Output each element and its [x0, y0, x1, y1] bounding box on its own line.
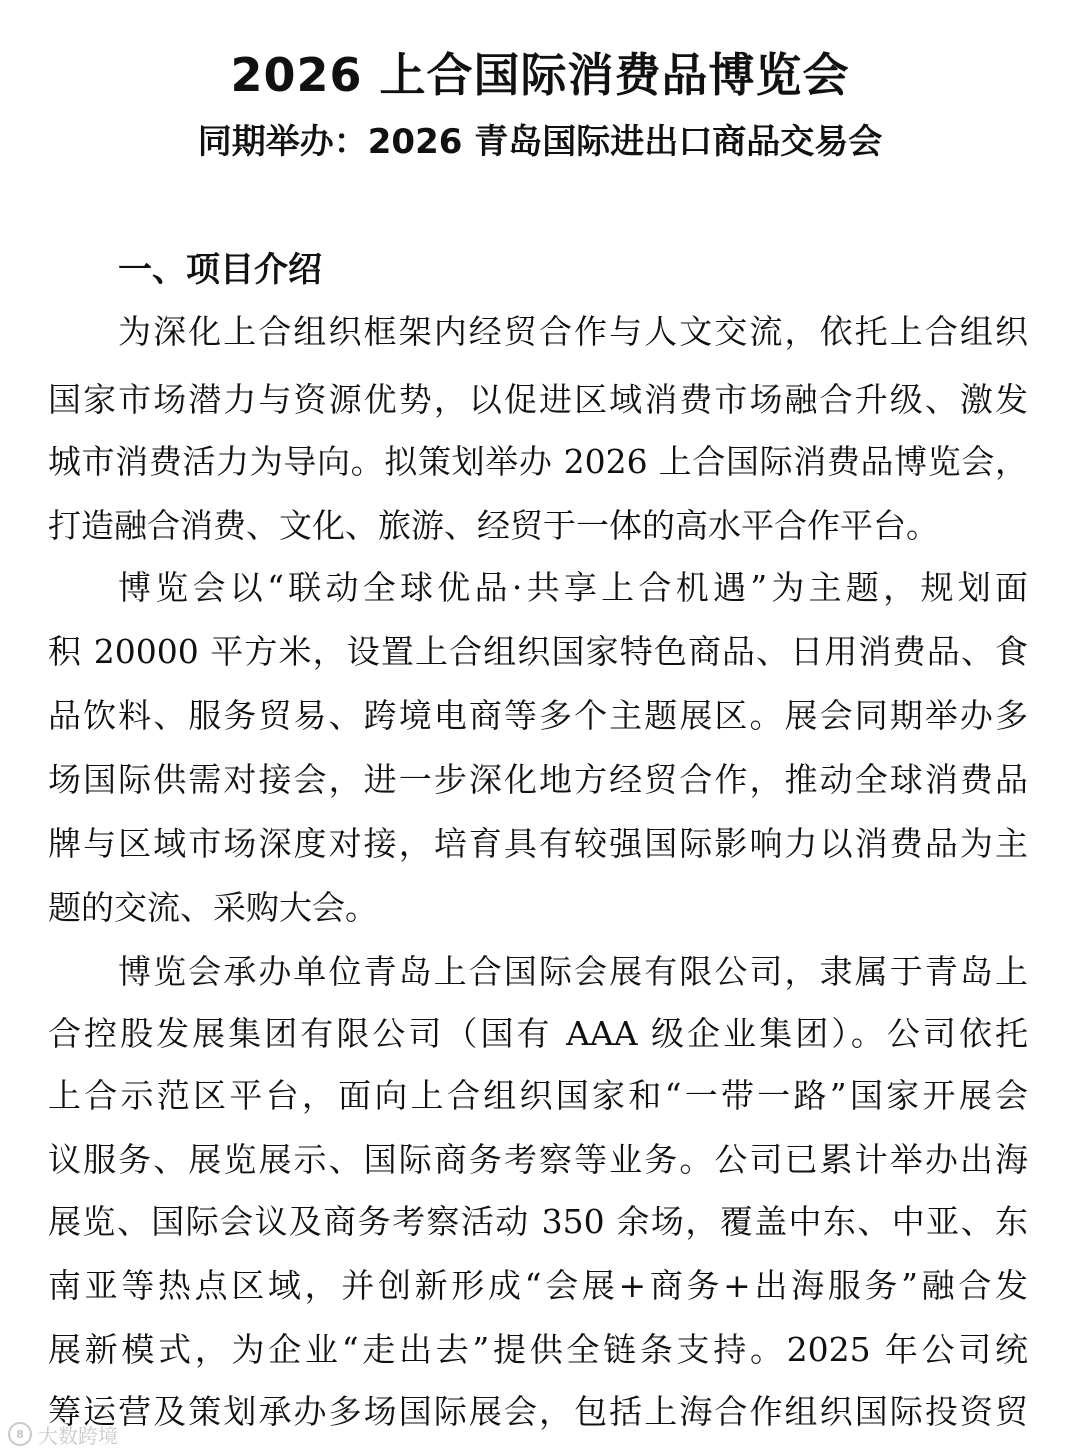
paragraph-2-line-5: 牌与区域市场深度对接，培育具有较强国际影响力以消费品为主: [48, 824, 1028, 863]
watermark-logo-icon: 8: [8, 1422, 32, 1446]
paragraph-3-line-1: 博览会承办单位青岛上合国际会展有限公司，隶属于青岛上: [118, 952, 1028, 991]
paragraph-1-line-2: 国家市场潜力与资源优势，以促进区域消费市场融合升级、激发: [48, 380, 1028, 419]
watermark: [8, 1418, 118, 1450]
paragraph-3-line-3: 上合示范区平台，面向上合组织国家和“一带一路”国家开展会: [48, 1076, 1028, 1115]
document-title: 2026 上合国际消费品博览会: [230, 48, 850, 102]
paragraph-2-line-3: 品饮料、服务贸易、跨境电商等多个主题展区。展会同期举办多: [48, 696, 1028, 735]
paragraph-1-line-1: 为深化上合组织框架内经贸合作与人文交流，依托上合组织: [118, 312, 1028, 351]
paragraph-3-line-4: 议服务、展览展示、国际商务考察等业务。公司已累计举办出海: [48, 1140, 1028, 1179]
paragraph-1-line-4: 打造融合消费、文化、旅游、经贸于一体的高水平合作平台。: [48, 506, 939, 545]
watermark-text: 大数跨境: [38, 1423, 118, 1448]
paragraph-3-line-6: 南亚等热点区域，并创新形成“会展+商务+出海服务”融合发: [48, 1266, 1028, 1305]
section-heading: 一、项目介绍: [118, 250, 322, 290]
paragraph-2-line-6: 题的交流、采购大会。: [48, 888, 378, 927]
paragraph-2-line-4: 场国际供需对接会，进一步深化地方经贸合作，推动全球消费品: [48, 760, 1028, 799]
document-subtitle: 同期举办：2026 青岛国际进出口商品交易会: [197, 122, 883, 162]
paragraph-3-line-5: 展览、国际会议及商务考察活动 350 余场，覆盖中东、中亚、东: [48, 1202, 1028, 1241]
paragraph-3-line-2: 合控股发展集团有限公司（国有 AAA 级企业集团）。公司依托: [48, 1014, 1028, 1053]
paragraph-3-line-7: 展新模式，为企业“走出去”提供全链条支持。2025 年公司统: [48, 1330, 1028, 1369]
paragraph-2-line-1: 博览会以“联动全球优品·共享上合机遇”为主题，规划面: [118, 568, 1028, 607]
paragraph-2-line-2: 积 20000 平方米，设置上合组织国家特色商品、日用消费品、食: [48, 632, 1028, 671]
paragraph-1-line-3: 城市消费活力为导向。拟策划举办 2026 上合国际消费品博览会，: [48, 442, 1028, 481]
paragraph-3-line-8: 筹运营及策划承办多场国际展会，包括上海合作组织国际投资贸: [48, 1392, 1028, 1431]
